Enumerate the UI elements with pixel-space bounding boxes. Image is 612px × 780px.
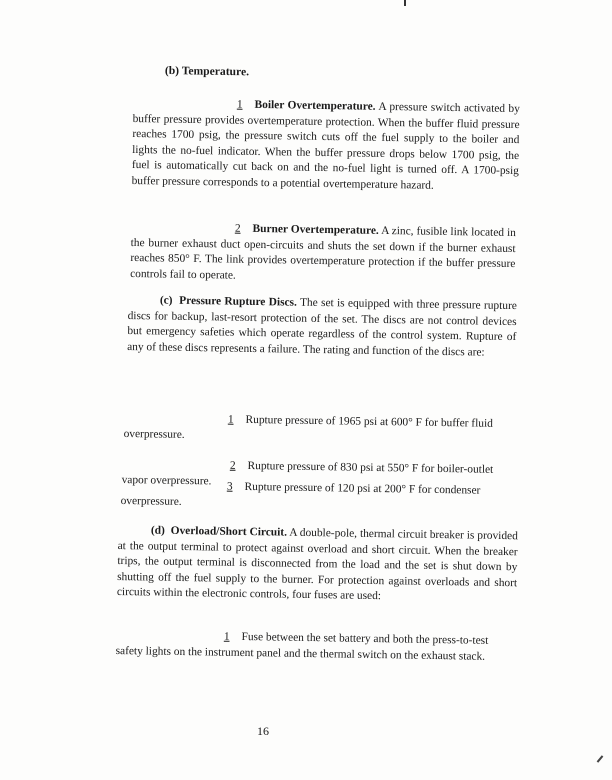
burner-overtemperature-paragraph (130, 220, 516, 288)
fuse-item (116, 628, 508, 665)
section-label: (c) (159, 294, 173, 307)
item-text: Rupture pressure of 830 psi at 550° F for boiler-outlet vapor overpressure. (121, 459, 494, 488)
section-c-paragraph (127, 293, 517, 361)
item-text: Rupture pressure of 120 psi at 200° F for condenser overpressure. (120, 480, 481, 508)
item-number: 1 (227, 413, 234, 426)
item-number: 2 (229, 459, 236, 472)
paragraph-number: 1 (236, 98, 243, 111)
scan-mark (404, 0, 406, 6)
page-number: 16 (257, 724, 269, 738)
item-text: Fuse between the set battery and both the press-to-test safety lights on the instrument panel and the thermal switch on the exhaust stack. (115, 630, 489, 663)
section-b-heading: (b) Temperature. (164, 64, 250, 79)
section-label: (d) (150, 524, 165, 537)
paragraph-number: 2 (234, 222, 241, 235)
item-number: 1 (223, 630, 230, 643)
rupture-disc-item (124, 411, 509, 448)
paragraph-text: The set is equipped with three pressure rupture discs for backup, last-resort protection of the set. The discs are not control devices but emergency safeties which operate regardless of the control system. Rupture of any of these discs represents a failure. The rating and function of the discs are: (127, 296, 517, 359)
paragraph-text: A pressure switch activated by buffer pressure provides overtemperature protection. When the buffer fluid pressure reaches 1700 psig, the pressure switch cuts off the fuel supply to the boiler and lights the no-fuel indicator. When the buffer pressure drops below 1700 psig, the fuel is automatically cut back on and the no-fuel light is turned off. A 1700-psig buffer pressure corresponds to a potential overtemperature hazard. (131, 100, 520, 192)
item-number: 3 (226, 480, 233, 493)
paragraph-text: A zinc, fusible link located in the burner exhaust duct open-circuits and shuts the set down if the burner exhaust reaches 850° F. The link provides overtemperature protection if the buffer pressure controls fail to operate. (130, 224, 516, 282)
boiler-overtemperature-paragraph (132, 96, 520, 196)
section-d-paragraph (117, 523, 518, 607)
paragraph-text: A double-pole, thermal circuit breaker is provided at the output terminal to protect against overload and short circuit. When the breaker trips, the output terminal is disconnected from the load and the set is shut down by shutting off the fuel supply to the burner. For protection against overloads and short circuits within the electronic controls, four fuses are used: (116, 526, 518, 603)
paragraph-title: Boiler Overtemperature. (254, 98, 376, 113)
paragraph-title: Burner Overtemperature. (252, 222, 379, 237)
scan-mark (597, 755, 604, 762)
rupture-disc-item (121, 478, 511, 515)
item-text: Rupture pressure of 1965 psi at 600° F for buffer fluid overpressure. (123, 413, 493, 441)
paragraph-title: Pressure Rupture Discs. (179, 294, 297, 309)
paragraph-title: Overload/Short Circuit. (170, 524, 288, 539)
